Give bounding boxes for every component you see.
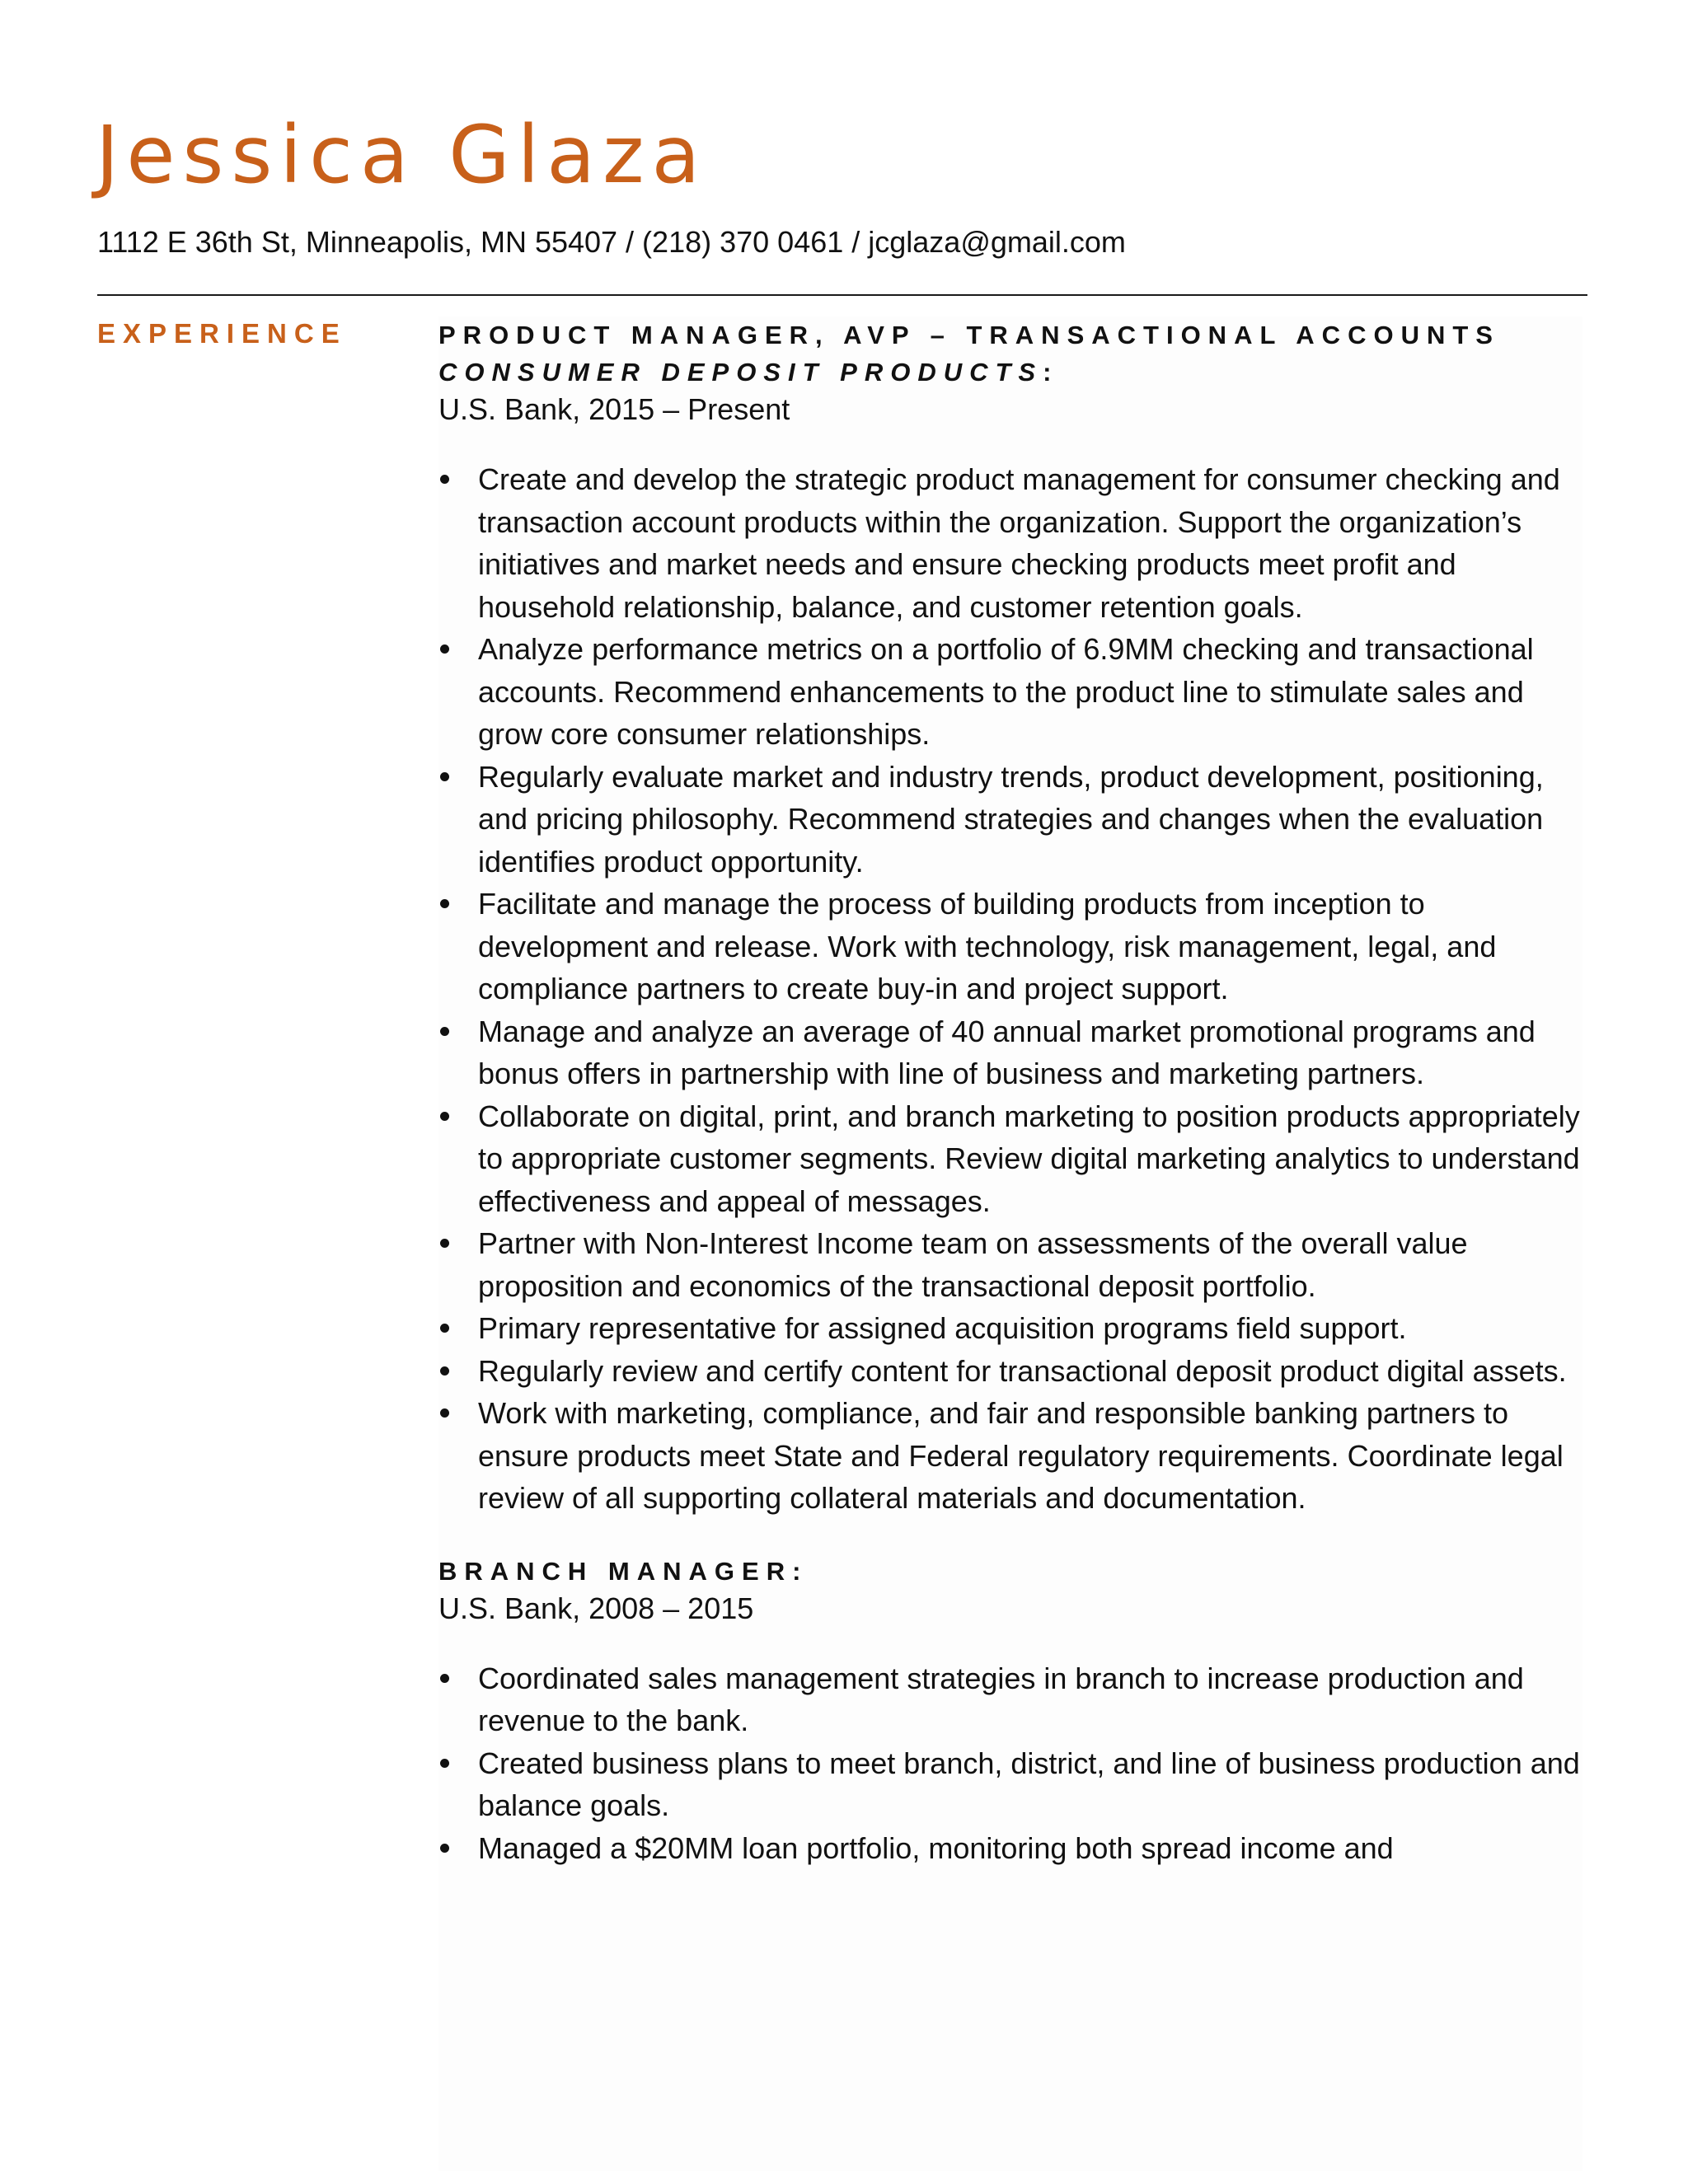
job-title-continued <box>438 354 1582 391</box>
job-title-line-2: CONSUMER DEPOSIT PRODUCTS <box>438 358 1043 387</box>
bullet-dot-icon <box>440 1366 449 1376</box>
experience-content <box>438 316 1582 2171</box>
bullet-dot-icon <box>440 644 449 654</box>
job-title <box>438 1553 1582 1590</box>
bullet-text: Analyze performance metrics on a portfolio of 6.9MM checking and transactional accounts. Recommend enhancements to the product line to stimulate sales and grow core consumer relationships. <box>478 632 1534 751</box>
job-bullet-list <box>438 458 1582 1520</box>
job-title-suffix: : <box>792 1556 809 1586</box>
list-item <box>438 1657 1582 1742</box>
list-item <box>438 1307 1582 1350</box>
bullet-dot-icon <box>440 1112 449 1121</box>
bullet-text: Created business plans to meet branch, district, and line of business production and balance goals. <box>478 1746 1580 1822</box>
list-item <box>438 1392 1582 1520</box>
job-title-suffix: : <box>1043 358 1059 387</box>
bullet-text: Primary representative for assigned acquisition programs field support. <box>478 1311 1407 1345</box>
bullet-dot-icon <box>440 475 449 484</box>
bullet-text: Collaborate on digital, print, and branch marketing to position products appropriately to appropriate customer segments. Review digital marketing analytics to understand effectiveness and appeal of messages. <box>478 1099 1580 1218</box>
bullet-text: Regularly evaluate market and industry trends, product development, positioning, and pricing philosophy. Recommend strategies and changes when the evaluation identifies product opportunity. <box>478 759 1544 879</box>
list-item <box>438 1010 1582 1095</box>
list-item <box>438 1742 1582 1827</box>
job-entry <box>438 316 1582 1520</box>
bullet-dot-icon <box>440 899 449 908</box>
bullet-text: Regularly review and certify content for transactional deposit product digital assets. <box>478 1353 1567 1388</box>
section-label-experience: EXPERIENCE <box>97 318 347 349</box>
job-title-line-1: BRANCH MANAGER <box>438 1556 793 1586</box>
bullet-dot-icon <box>440 1239 449 1248</box>
bullet-text: Work with marketing, compliance, and fair and responsible banking partners to ensure products meet State and Federal regulatory requirements. Coordinate legal review of all supporting collateral materials and documentation. <box>478 1396 1564 1515</box>
header-divider <box>97 294 1587 296</box>
candidate-name: Jessica Glaza <box>96 109 708 201</box>
job-title-line-1: PRODUCT MANAGER, AVP – TRANSACTIONAL ACCOUNTS <box>438 321 1500 349</box>
list-item <box>438 883 1582 1010</box>
bullet-text: Managed a $20MM loan portfolio, monitoring both spread income and <box>478 1830 1394 1865</box>
bullet-text: Partner with Non-Interest Income team on assessments of the overall value proposition and economics of the transactional deposit portfolio. <box>478 1226 1468 1303</box>
bullet-dot-icon <box>440 1674 449 1683</box>
job-bullet-list <box>438 1657 1582 1870</box>
list-item <box>438 1222 1582 1307</box>
bullet-text: Manage and analyze an average of 40 annual market promotional programs and bonus offers in partnership with line of business and marketing partners. <box>478 1014 1536 1090</box>
bullet-dot-icon <box>440 1759 449 1768</box>
contact-info: 1112 E 36th St, Minneapolis, MN 55407 / (218) 370 0461 / jcglaza@gmail.com <box>97 225 1126 259</box>
list-item <box>438 1350 1582 1393</box>
bullet-text: Create and develop the strategic product management for consumer checking and transaction account products within the organization. Support the organization’s initiatives and market needs and ensure checking products meet profit and household relationship, balance, and customer retention goals. <box>478 462 1560 624</box>
job-title <box>438 316 1582 354</box>
list-item <box>438 458 1582 628</box>
bullet-dot-icon <box>440 772 449 781</box>
bullet-text: Coordinated sales management strategies in branch to increase production and revenue to the bank. <box>478 1661 1524 1737</box>
list-item <box>438 756 1582 883</box>
bullet-dot-icon <box>440 1324 449 1333</box>
list-item <box>438 1095 1582 1223</box>
job-employer-dates: U.S. Bank, 2008 – 2015 <box>438 1591 754 1625</box>
bullet-dot-icon <box>440 1027 449 1036</box>
bullet-text: Facilitate and manage the process of building products from inception to development and release. Work with technology, risk management, legal, and compliance partners to create buy-in and project support. <box>478 887 1497 1005</box>
list-item <box>438 628 1582 756</box>
bullet-dot-icon <box>440 1408 449 1418</box>
job-employer-dates: U.S. Bank, 2015 – Present <box>438 392 790 426</box>
list-item <box>438 1827 1582 1870</box>
bullet-dot-icon <box>440 1844 449 1853</box>
job-entry <box>438 1553 1582 1870</box>
